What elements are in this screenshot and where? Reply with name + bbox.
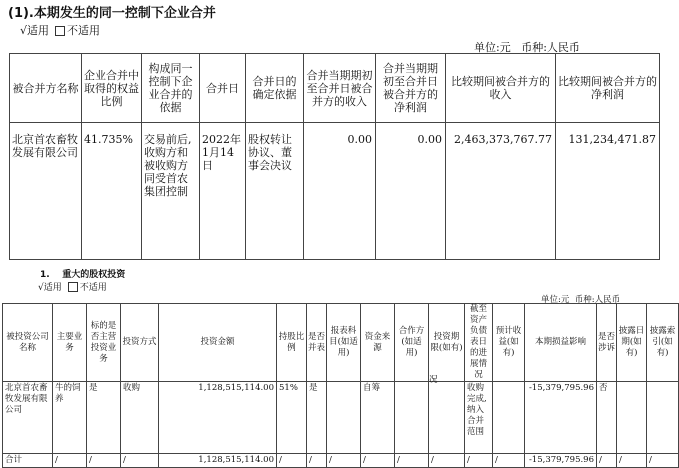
unit-label: 单位:元 [541, 295, 570, 305]
section1-applicability [20, 22, 100, 38]
comparative-profit: 131,234,471.87 [556, 123, 660, 260]
column-header: 被投资公司名称 [3, 304, 53, 382]
total-slash: / [493, 454, 525, 468]
section2-applicability [38, 280, 107, 293]
total-row [3, 454, 679, 468]
column-header: 主要业务 [53, 304, 87, 382]
equity-ratio: 41.735% [82, 123, 142, 260]
progress: 收购完成,纳入合并范围 [465, 382, 493, 454]
not-applicable-label: 不适用 [67, 24, 101, 37]
total-slash: / [87, 454, 121, 468]
column-header: 投资方式 [121, 304, 159, 382]
litigation: 否 [597, 382, 617, 454]
column-header: 资金来源 [361, 304, 395, 382]
table-row [10, 123, 660, 260]
expected-return [493, 382, 525, 454]
section2-number: 1. [40, 270, 50, 280]
total-slash: / [429, 454, 465, 468]
column-header: 是否并表 [307, 304, 327, 382]
applicable-label: 适用 [27, 24, 50, 37]
not-applicable-label: 不适用 [79, 283, 107, 293]
report-item [327, 382, 361, 454]
comparative-revenue: 2,463,373,767.77 [446, 123, 556, 260]
control-basis: 交易前后,收购方和被收购方同受首农集团控制 [142, 123, 200, 260]
column-header: 截至资产负债表日的进展情况 [465, 304, 493, 382]
section2-title-text: 重大的股权投资 [62, 270, 126, 280]
disclosure-index [647, 382, 679, 454]
total-slash: / [277, 454, 307, 468]
total-slash: / [395, 454, 429, 468]
unit-label: 单位:元 [474, 41, 511, 54]
total-amount: 1,128,515,114.00 [159, 454, 277, 468]
column-header: 合作方(如适用) [395, 304, 429, 382]
checkbox-empty-icon [68, 282, 78, 292]
section2-title [40, 267, 125, 280]
holding-ratio: 51% [277, 382, 307, 454]
table-header-row [3, 304, 679, 382]
checkbox-empty-icon [55, 26, 65, 36]
total-label: 合计 [3, 454, 53, 468]
column-header: 投资期限(如有) [429, 304, 465, 382]
currency-label: 币种:人民币 [574, 295, 621, 305]
column-header: 合并当期期初至合并日被合并方的净利润 [376, 54, 446, 123]
column-header: 是否涉诉 [597, 304, 617, 382]
total-slash: / [617, 454, 647, 468]
column-header: 报表科目(如适用) [327, 304, 361, 382]
total-slash: / [465, 454, 493, 468]
column-header: 被合并方名称 [10, 54, 82, 123]
column-header: 合并当期期初至合并日被合并方的收入 [304, 54, 376, 123]
partner [395, 382, 429, 454]
investment-amount: 1,128,515,114.00 [159, 382, 277, 454]
progress-cut-text: 况 [429, 375, 438, 385]
fund-source: 自筹 [361, 382, 395, 454]
section1-title: (1).本期发生的同一控制下企业合并 [8, 6, 216, 21]
column-header: 构成同一控制下企业合并的依据 [142, 54, 200, 123]
total-slash: / [361, 454, 395, 468]
total-impact: -15,379,795.96 [525, 454, 597, 468]
table-row [3, 382, 679, 454]
is-consolidated: 是 [307, 382, 327, 454]
applicable-label: 适用 [43, 283, 62, 293]
merger-date: 2022年1月14日 [200, 123, 246, 260]
profit-to-date: 0.00 [376, 123, 446, 260]
column-header: 预计收益(如有) [493, 304, 525, 382]
investment-method: 收购 [121, 382, 159, 454]
investee-name: 北京首农畜牧发展有限公司 [3, 382, 53, 454]
disclosure-date [617, 382, 647, 454]
total-slash: / [597, 454, 617, 468]
is-main-business: 是 [87, 382, 121, 454]
column-header: 披露索引(如有) [647, 304, 679, 382]
column-header: 投资金额 [159, 304, 277, 382]
column-header: 比较期间被合并方的收入 [446, 54, 556, 123]
investment-term [429, 382, 465, 454]
profit-impact: -15,379,795.96 [525, 382, 597, 454]
column-header: 比较期间被合并方的净利润 [556, 54, 660, 123]
equity-investment-table [2, 303, 679, 468]
total-slash: / [307, 454, 327, 468]
column-header: 合并日的确定依据 [246, 54, 304, 123]
revenue-to-date: 0.00 [304, 123, 376, 260]
main-business: 牛的饲养 [53, 382, 87, 454]
table-header-row [10, 54, 660, 123]
column-header: 标的是否主营投资业务 [87, 304, 121, 382]
column-header: 持股比例 [277, 304, 307, 382]
column-header: 披露日期(如有) [617, 304, 647, 382]
check-mark-icon: √ [20, 24, 28, 37]
column-header: 本期损益影响 [525, 304, 597, 382]
merger-date-basis: 股权转让协议、董事会决议 [246, 123, 304, 260]
total-slash: / [647, 454, 679, 468]
total-slash: / [53, 454, 87, 468]
column-header: 企业合并中取得的权益比例 [82, 54, 142, 123]
total-slash: / [327, 454, 361, 468]
currency-label: 币种:人民币 [521, 41, 580, 54]
merger-table [9, 53, 660, 260]
column-header: 合并日 [200, 54, 246, 123]
merged-company-name: 北京首农畜牧发展有限公司 [10, 123, 82, 260]
check-mark-icon: √ [38, 283, 44, 293]
total-slash: / [121, 454, 159, 468]
